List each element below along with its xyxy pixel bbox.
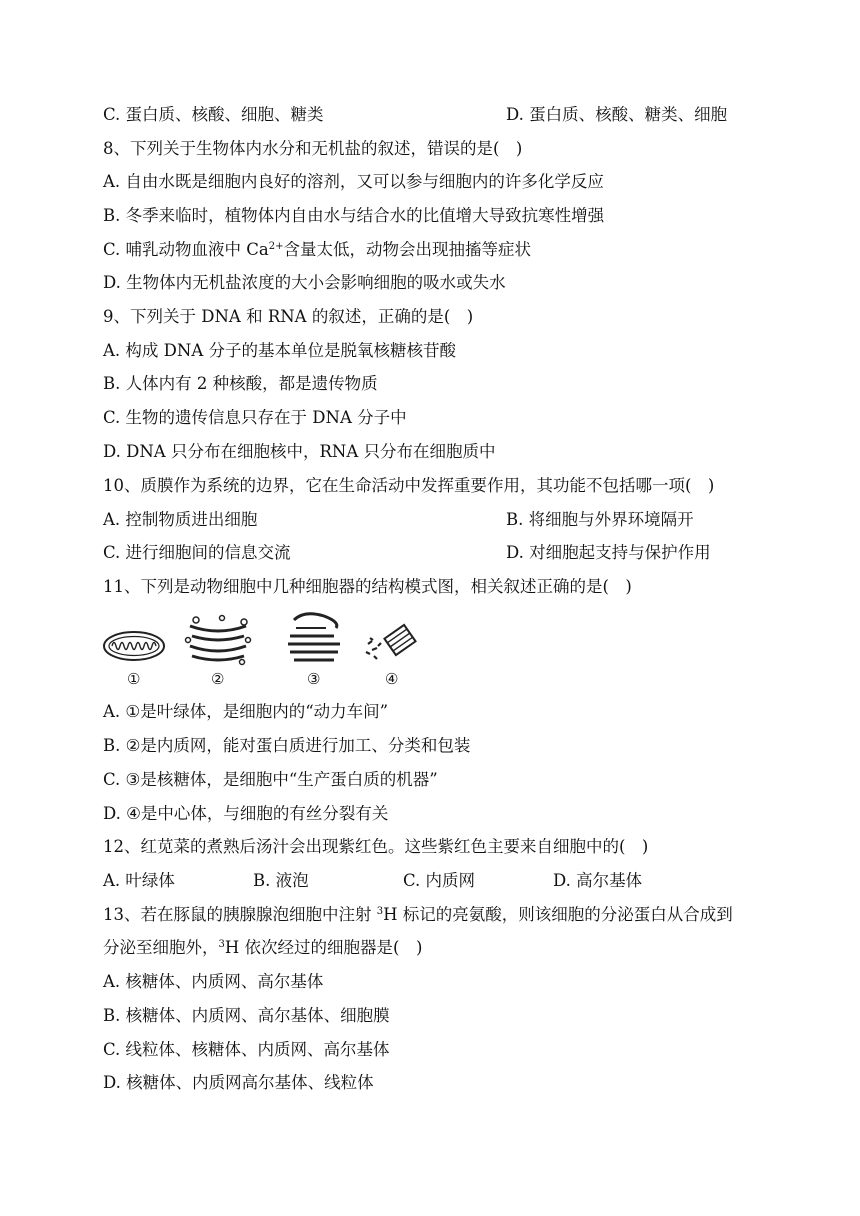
q13-stem-2-sup: 3 — [218, 939, 225, 950]
q8-option-a: A. 自由水既是细胞内良好的溶剂，又可以参与细胞内的许多化学反应 — [103, 172, 604, 191]
q13-stem-2-pre: 分泌至细胞外， — [103, 938, 219, 957]
q10-option-row-2 — [103, 542, 711, 564]
q8-option-c-pre: C. 哺乳动物血液中 Ca — [103, 240, 269, 259]
q11-option-d: D. ④是中心体，与细胞的有丝分裂有关 — [103, 804, 389, 823]
q9-option-b: B. 人体内有 2 种核酸，都是遗传物质 — [103, 374, 378, 393]
q11-stem: 11、下列是动物细胞中几种细胞器的结构模式图，相关叙述正确的是( ) — [103, 577, 632, 596]
mitochondrion-drawing — [102, 628, 166, 664]
q10-option-row-1 — [103, 509, 694, 531]
q8-option-d: D. 生物体内无机盐浓度的大小会影响细胞的吸水或失水 — [103, 273, 506, 292]
q9-option-c: C. 生物的遗传信息只存在于 DNA 分子中 — [103, 408, 407, 427]
q13-stem-line-1 — [103, 904, 733, 926]
q12-option-d: D. 高尔基体 — [553, 871, 643, 890]
q9-stem: 9、下列关于 DNA 和 RNA 的叙述，正确的是( ) — [103, 307, 474, 326]
organelle-figure — [100, 608, 430, 692]
figure-label-1: ① — [127, 670, 141, 688]
q13-option-a: A. 核糖体、内质网、高尔基体 — [103, 972, 324, 991]
figure-label-4: ④ — [385, 670, 399, 688]
q8-option-b: B. 冬季来临时，植物体内自由水与结合水的比值增大导致抗寒性增强 — [103, 206, 605, 225]
q10-option-a: A. 控制物质进出细胞 — [103, 510, 258, 529]
q12-option-a: A. 叶绿体 — [103, 871, 175, 890]
q12-option-c: C. 内质网 — [403, 871, 476, 890]
q8-stem: 8、下列关于生物体内水分和无机盐的叙述，错误的是( ) — [103, 139, 523, 158]
q13-option-c: C. 线粒体、核糖体、内质网、高尔基体 — [103, 1040, 390, 1059]
q7-option-d: D. 蛋白质、核酸、糖类、细胞 — [506, 105, 728, 124]
q11-option-b: B. ②是内质网，能对蛋白质进行加工、分类和包装 — [103, 736, 471, 755]
q11-option-a: A. ①是叶绿体，是细胞内的“动力车间” — [103, 702, 389, 721]
q10-option-b: B. 将细胞与外界环境隔开 — [506, 510, 694, 529]
golgi-drawing — [184, 612, 254, 668]
er-drawing — [280, 610, 352, 670]
q9-option-d: D. DNA 只分布在细胞核中，RNA 只分布在细胞质中 — [103, 442, 496, 461]
q13-option-b: B. 核糖体、内质网、高尔基体、细胞膜 — [103, 1006, 390, 1025]
centriole-drawing — [362, 620, 422, 664]
q7-option-c: C. 蛋白质、核酸、细胞、糖类 — [103, 105, 324, 124]
q13-stem-1-post: H 标记的亮氨酸，则该细胞的分泌蛋白从合成到 — [383, 905, 733, 924]
q13-stem-2-post: H 依次经过的细胞器是( ) — [224, 938, 423, 957]
q11-option-c: C. ③是核糖体，是细胞中“生产蛋白质的机器” — [103, 770, 438, 789]
q13-stem-1-sup: 3 — [376, 906, 384, 917]
q8-option-c-sup: 2+ — [268, 241, 284, 252]
q9-option-a: A. 构成 DNA 分子的基本单位是脱氧核糖核苷酸 — [103, 341, 456, 360]
q13-stem-1-pre: 13、若在豚鼠的胰腺腺泡细胞中注射 — [103, 905, 377, 924]
q10-option-d: D. 对细胞起支持与保护作用 — [506, 543, 711, 562]
figure-label-2: ② — [211, 670, 225, 688]
q10-option-c: C. 进行细胞间的信息交流 — [103, 543, 291, 562]
q13-stem-line-2 — [103, 937, 422, 959]
q8-option-c-post: 含量太低，动物会出现抽搐等症状 — [283, 240, 531, 259]
q12-stem: 12、红苋菜的煮熟后汤汁会出现紫红色。这些紫红色主要来自细胞中的( ) — [103, 837, 649, 856]
q13-option-d: D. 核糖体、内质网高尔基体、线粒体 — [103, 1073, 374, 1092]
q7-option-row — [103, 104, 728, 126]
q8-option-c — [103, 239, 531, 261]
q10-stem: 10、质膜作为系统的边界，它在生命活动中发挥重要作用，其功能不包括哪一项( ) — [103, 476, 715, 495]
figure-label-3: ③ — [307, 670, 321, 688]
q12-option-b: B. 液泡 — [253, 871, 309, 890]
